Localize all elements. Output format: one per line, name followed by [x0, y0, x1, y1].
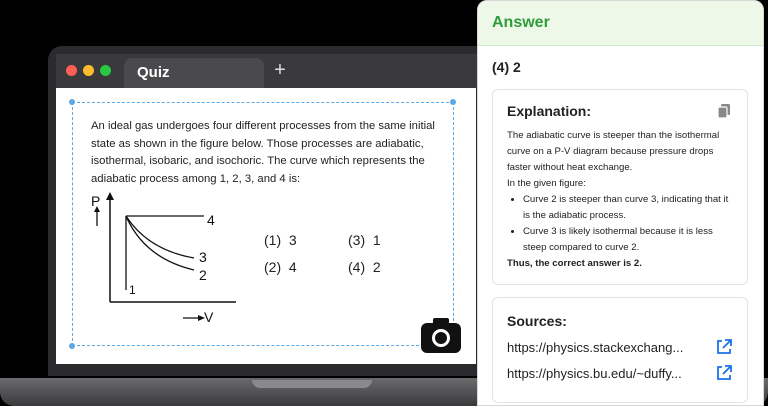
- sources-card: [492, 297, 748, 403]
- option-number: (2): [264, 259, 282, 275]
- explanation-conclusion: Thus, the correct answer is 2.: [507, 258, 642, 269]
- option-2[interactable]: [264, 259, 297, 275]
- option-number: (4): [348, 259, 366, 275]
- sources-title: Sources:: [507, 313, 567, 329]
- curve-label-3: 3: [199, 249, 207, 265]
- option-number: (3): [348, 232, 366, 248]
- option-value: 2: [372, 259, 381, 275]
- x-axis-label: V: [204, 309, 214, 325]
- copy-icon[interactable]: [717, 103, 731, 119]
- option-4[interactable]: [348, 259, 381, 275]
- y-axis-arrowhead: [106, 192, 114, 200]
- external-link-icon[interactable]: [716, 339, 732, 355]
- explanation-bullets: [507, 192, 737, 256]
- explanation-title: Explanation:: [507, 103, 592, 119]
- answer-value: (4) 2: [492, 59, 521, 75]
- option-value: 3: [288, 232, 297, 248]
- answer-panel-header: [478, 1, 763, 46]
- laptop-notch: [252, 380, 372, 388]
- curve-2-adiabatic: [126, 216, 194, 270]
- curve-3-isothermal: [126, 216, 194, 258]
- explanation-bullet: • Curve 2 is steeper than curve 3, indicating that it is the adiabatic process.: [523, 192, 737, 224]
- external-link-icon[interactable]: [716, 365, 732, 381]
- tab-quiz[interactable]: [124, 58, 264, 88]
- tab-label: Quiz: [137, 64, 170, 81]
- curve-label-2: 2: [199, 267, 207, 283]
- maximize-window-button[interactable]: [100, 65, 111, 76]
- answer-panel: [477, 0, 764, 406]
- source-link[interactable]: https://physics.bu.edu/~duffy...: [507, 366, 682, 381]
- crop-handle-bottom-left[interactable]: [69, 343, 75, 349]
- option-value: 1: [372, 232, 381, 248]
- camera-icon[interactable]: [420, 316, 462, 354]
- new-tab-button[interactable]: +: [274, 59, 286, 81]
- curve-label-4: 4: [207, 212, 215, 228]
- answer-panel-title: Answer: [492, 14, 550, 31]
- source-link[interactable]: https://physics.stackexchang...: [507, 340, 684, 355]
- option-number: (1): [264, 232, 282, 248]
- explanation-body: [507, 128, 737, 272]
- curve-label-1: 1: [129, 283, 136, 297]
- y-axis-label: P: [91, 193, 101, 209]
- explanation-intro: In the given figure:: [507, 178, 586, 189]
- explanation-paragraph: The adiabatic curve is steeper than the isothermal curve on a P-V diagram because pressure drops faster without heat exchange.: [507, 130, 720, 173]
- option-value: 4: [288, 259, 297, 275]
- explanation-card: [492, 89, 748, 285]
- question-text: An ideal gas undergoes four different processes from the same initial state as shown in the figure below. Those processes are adiabatic, isothermal, isobaric, and isochoric. The curve which represents the adiabatic process among 1, 2, 3, and 4 is:: [91, 120, 435, 185]
- close-window-button[interactable]: [66, 65, 77, 76]
- option-1[interactable]: [264, 232, 297, 248]
- crop-handle-top-right[interactable]: [450, 99, 456, 105]
- minimize-window-button[interactable]: [83, 65, 94, 76]
- option-3[interactable]: [348, 232, 381, 248]
- pv-diagram: [86, 190, 246, 330]
- explanation-bullet: • Curve 3 is likely isothermal because it is less steep compared to curve 2.: [523, 224, 737, 256]
- crop-handle-top-left[interactable]: [69, 99, 75, 105]
